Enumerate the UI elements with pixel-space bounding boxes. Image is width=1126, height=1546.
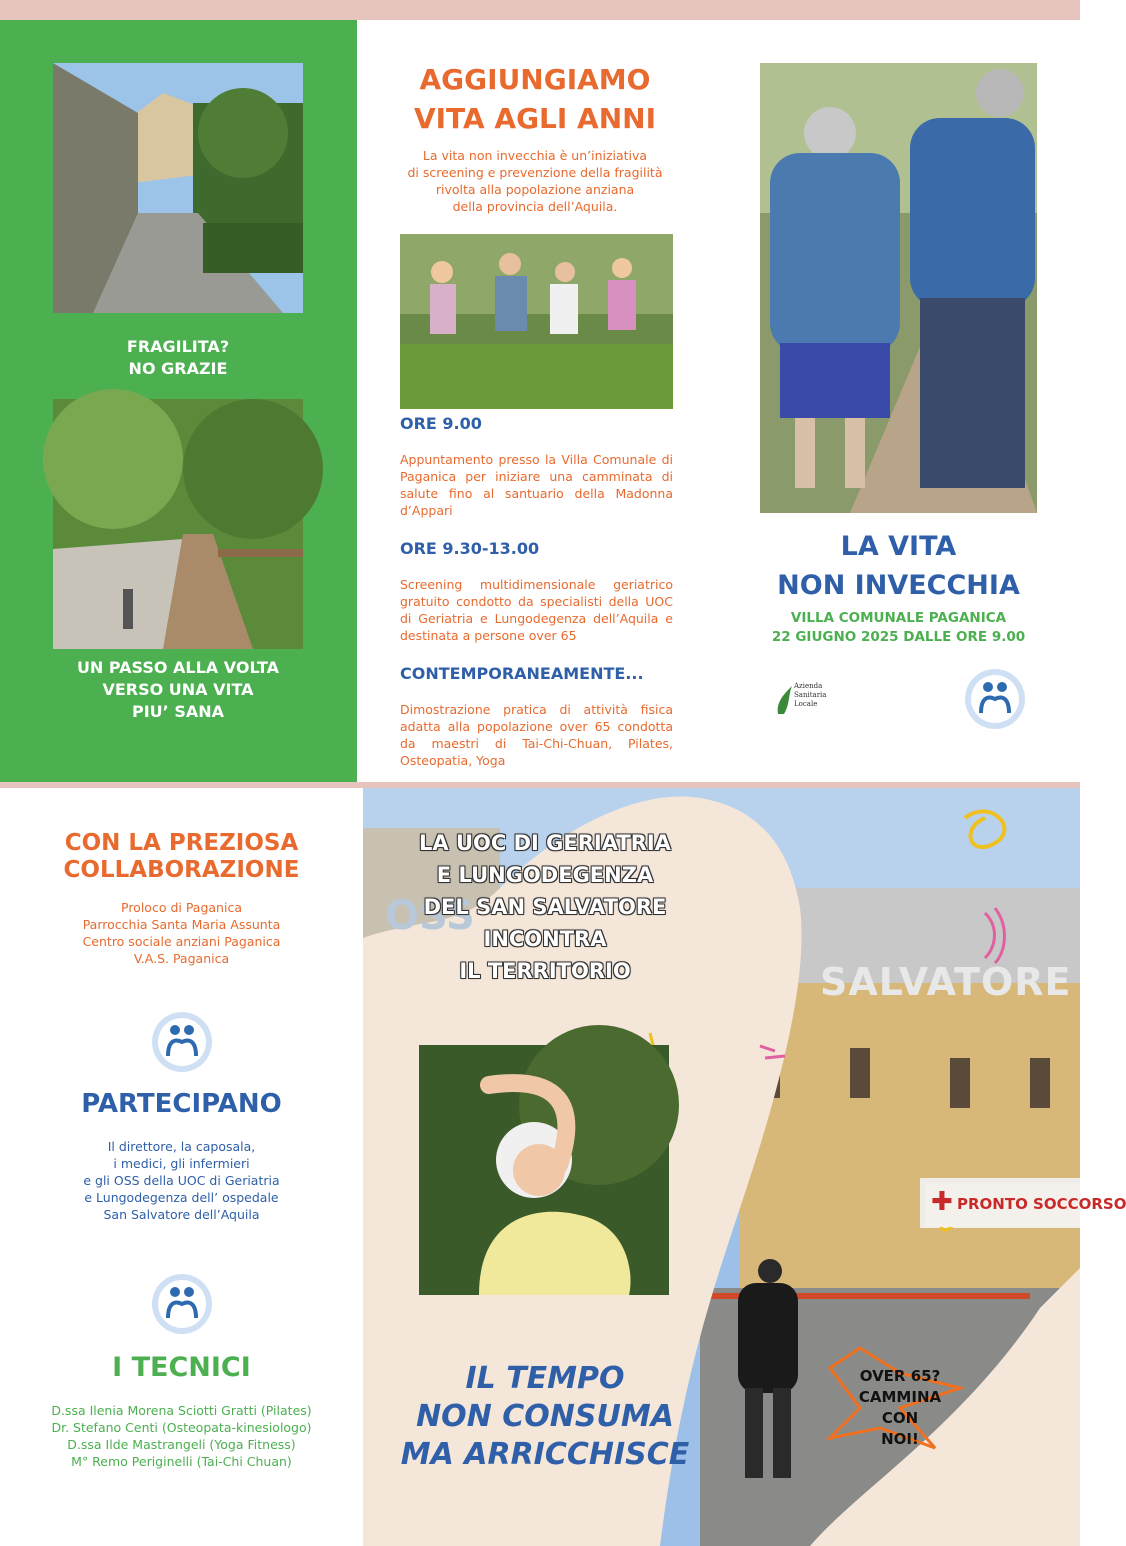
over65-callout (850, 1366, 950, 1450)
boardwalk-photo (53, 399, 303, 649)
slogan (400, 1360, 690, 1474)
participants-logo-icon (152, 1012, 212, 1072)
taichi-photo (400, 234, 673, 409)
stretching-woman-photo (419, 1045, 669, 1295)
asl-logo-line-3: Locale (794, 700, 818, 708)
fragility-line-1: FRAGILITA? (126, 337, 230, 356)
section-2-heading: ORE 9.30-13.00 (400, 539, 540, 558)
participants-line-1: Il direttore, la caposala, (107, 1139, 256, 1154)
top-border (0, 0, 1080, 20)
technicians-title: I TECNICI (112, 1352, 251, 1383)
slogan-line-3: MA ARRICCHISCE (400, 1437, 690, 1472)
participants-line-3: e gli OSS della UOC di Geriatria (83, 1173, 280, 1188)
alley-photo (53, 63, 303, 313)
step-line-3: PIU’ SANA (132, 702, 224, 721)
step-line-1: UN PASSO ALLA VOLTA (76, 658, 280, 677)
collab-title-line-1: CON LA PREZIOSA (64, 830, 299, 856)
participants-line-5: San Salvatore dell’Aquila (103, 1207, 260, 1222)
participants-text (40, 1138, 323, 1223)
event-title-line-2: NON INVECCHIA (777, 570, 1020, 601)
asl-logo-line-2: Sanitaria (794, 691, 827, 699)
event-place: VILLA COMUNALE PAGANICA (790, 610, 1007, 626)
participants-title: PARTECIPANO (81, 1089, 282, 1119)
collab-item-1: Proloco di Paganica (121, 900, 242, 915)
couple-walking-photo (760, 63, 1037, 513)
step-text (40, 657, 316, 723)
oss-sign: OSS (385, 893, 475, 939)
section-3-heading: CONTEMPORANEAMENTE... (400, 664, 644, 683)
callout-line-1: OVER 65? (859, 1367, 941, 1385)
intro-line-3: rivolta alla popolazione anziana (435, 182, 635, 197)
main-title (380, 60, 690, 138)
participants-line-2: i medici, gli infermieri (113, 1156, 250, 1171)
step-line-2: VERSO UNA VITA (102, 680, 254, 699)
collab-item-4: V.A.S. Paganica (133, 951, 230, 966)
slogan-line-1: IL TEMPO (465, 1361, 625, 1396)
headline-line-2: E LUNGODEGENZA (436, 863, 654, 887)
technician-4: M° Remo Periginelli (Tai-Chi Chuan) (71, 1454, 292, 1469)
technician-2: Dr. Stefano Centi (Osteopata-kinesiologo) (51, 1420, 312, 1435)
collab-item-3: Centro sociale anziani Paganica (82, 934, 281, 949)
geriatrics-logo-icon (965, 669, 1025, 729)
section-2-text: Screening multidimensionale geriatrico gratuito condotto da specialisti della UOC di Geriatria e Lungodegenza dell’Aquila e destinata a persone over 65 (400, 577, 673, 643)
intro-line-4: della provincia dell’Aquila. (452, 199, 618, 214)
er-sign (925, 1183, 1126, 1227)
technician-3: D.ssa Ilde Mastrangeli (Yoga Fitness) (67, 1437, 296, 1452)
event-date: 22 GIUGNO 2025 DALLE ORE 9.00 (771, 629, 1026, 645)
asl-logo (774, 680, 830, 718)
event-title (760, 527, 1037, 605)
asl-logo-icon (774, 682, 796, 716)
slogan-line-2: NON CONSUMA (416, 1399, 674, 1434)
headline-line-1: LA UOC DI GERIATRIA (419, 831, 671, 855)
er-sign-label: PRONTO SOCCORSO (957, 1195, 1126, 1213)
technicians-logo-icon (152, 1274, 212, 1334)
technicians-list (20, 1402, 343, 1470)
schedule (400, 414, 673, 769)
intro-line-1: La vita non invecchia è un’iniziativa (422, 148, 648, 163)
headline-line-5: IL TERRITORIO (459, 959, 631, 983)
intro-line-2: di screening e prevenzione della fragilità (407, 165, 663, 180)
collab-item-2: Parrocchia Santa Maria Assunta (82, 917, 281, 932)
section-3-text: Dimostrazione pratica di attività fisica adatta alla popolazione over 65 condotta da maestri di Tai-Chi-Chuan, Pilates, Osteopatia, Yoga (400, 702, 673, 768)
uoc-headline (390, 827, 700, 987)
fragility-text (60, 336, 296, 380)
callout-line-3: CON (881, 1409, 919, 1427)
event-title-line-1: LA VITA (840, 531, 957, 562)
fragility-line-2: NO GRAZIE (128, 359, 228, 378)
collab-title-line-2: COLLABORAZIONE (63, 857, 300, 883)
salvatore-sign: SALVATORE (820, 960, 1072, 1004)
asl-logo-line-1: Azienda (794, 682, 823, 690)
headline-line-4: INCONTRA (483, 927, 607, 951)
section-1-heading: ORE 9.00 (400, 414, 482, 433)
main-title-line-2: VITA AGLI ANNI (413, 102, 657, 135)
callout-line-4: NOI! (881, 1430, 919, 1448)
collab-title (40, 830, 323, 884)
headline-line-3: DEL SAN SALVATORE (423, 895, 667, 919)
main-title-line-1: AGGIUNGIAMO (419, 63, 651, 96)
event-info (760, 609, 1037, 647)
callout-line-2: CAMMINA (858, 1388, 942, 1406)
intro-text (390, 147, 680, 215)
er-cross-icon: ✚ (931, 1187, 953, 1217)
participants-line-4: e Lungodegenza dell’ ospedale (84, 1190, 279, 1205)
collab-list (40, 899, 323, 967)
section-1-text: Appuntamento presso la Villa Comunale di Paganica per iniziare una camminata di salute fino al santuario della Madonna d’Appari (400, 452, 673, 518)
technician-1: D.ssa Ilenia Morena Sciotti Gratti (Pilates) (51, 1403, 312, 1418)
